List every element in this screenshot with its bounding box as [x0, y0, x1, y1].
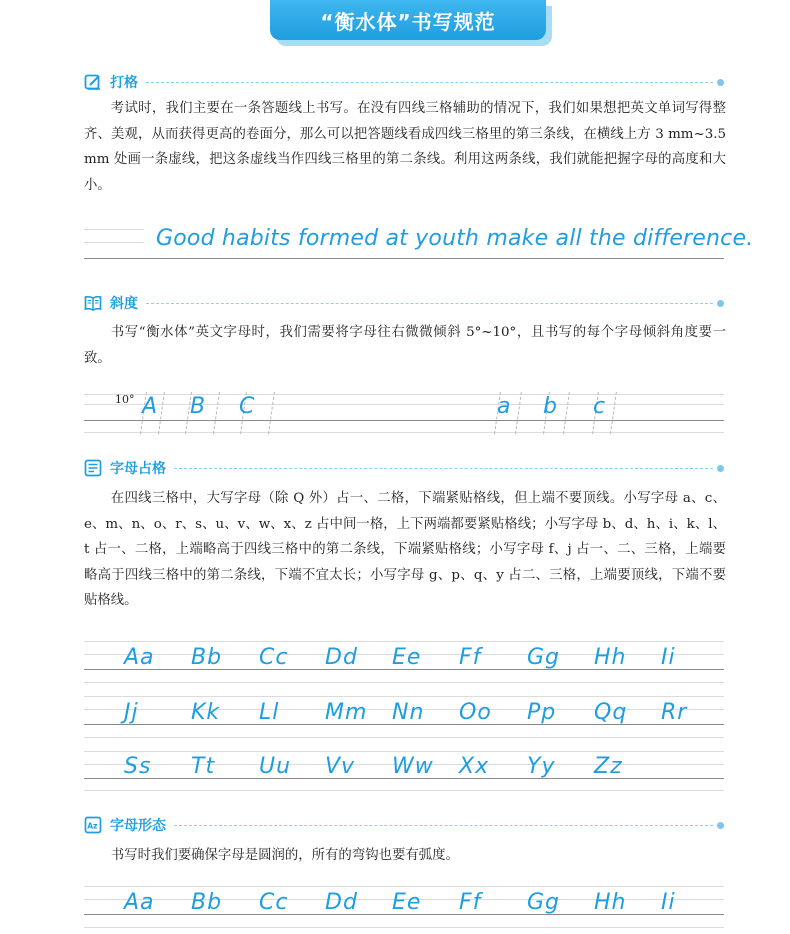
letter-pair: Cc: [259, 645, 289, 670]
section-dot: [717, 465, 724, 472]
svg-text:Az: Az: [87, 821, 98, 831]
guide-line: [84, 229, 144, 230]
section-divider: [146, 303, 713, 304]
az-icon: [84, 816, 102, 834]
letter-pair: Ii: [661, 890, 676, 915]
paragraph-zhange: 在四线三格中，大写字母（除 Q 外）占一、二格，下端紧贴格线，但上端不要顶线。小写字母 a、c、e、m、n、o、r、s、u、v、w、x、z 占中间一格，上下两端都要紧贴格线；小写字母 b、d、h、i、k、l、t 占一、二格，上端略高于四线三格中的第二条线，下端紧贴格线；小写字母 f、j 占一、二、三格，上端要略高于四线三格中的第二条线，下端不宜太长；小写字母 g、p、q、y 占二、三格，上端要顶线，下端不要贴格线。: [84, 491, 726, 609]
pencil-square-icon: [84, 73, 102, 91]
degree-label: 10°: [115, 393, 135, 406]
section-title-dage: 打格: [110, 75, 138, 91]
page-banner: [270, 0, 546, 40]
letter-pair: Nn: [392, 700, 425, 725]
slant-letter: A: [142, 394, 158, 419]
section-divider: [146, 82, 713, 83]
grid-line: [84, 696, 724, 697]
section-divider: [174, 825, 713, 826]
letter-pair: Ff: [459, 890, 482, 915]
slant-letter: C: [239, 394, 255, 419]
letter-pair: Dd: [325, 645, 358, 670]
grid-line: [84, 737, 724, 738]
grid-line-2: [84, 404, 724, 405]
letter-pair: Ii: [661, 645, 676, 670]
section-divider: [174, 468, 713, 469]
section-header-xingtai: [84, 814, 724, 836]
section-header-zhange: [84, 457, 724, 479]
letter-pair: Zz: [594, 754, 623, 779]
grid-line: [84, 682, 724, 683]
slant-guide: [515, 392, 522, 434]
banner-title: “衡水体”书写规范: [320, 9, 496, 34]
grid-line: [84, 927, 724, 928]
slant-guide: [610, 392, 617, 434]
section-title-xingtai: 字母形态: [110, 818, 166, 834]
section-dot: [717, 300, 724, 307]
letter-pair: Cc: [259, 890, 289, 915]
letter-pair: Aa: [124, 890, 155, 915]
letter-pair: Aa: [124, 645, 155, 670]
slant-letter: c: [593, 394, 606, 419]
letter-pair: Vv: [325, 754, 356, 779]
grid-line-1: [84, 394, 724, 395]
letter-pair: Ww: [392, 754, 434, 779]
slant-letter: B: [190, 394, 206, 419]
letter-pair: Ee: [392, 890, 422, 915]
letter-pair: Bb: [191, 645, 223, 670]
section-header-xiedu: [84, 292, 724, 314]
letter-pair: Pp: [527, 700, 557, 725]
letter-pair: Ll: [259, 700, 280, 725]
paragraph-xingtai: 书写时我们要确保字母是圆润的，所有的弯钩也要有弧度。: [110, 848, 459, 863]
grid-line-4: [84, 432, 724, 433]
slant-guide: [158, 392, 165, 434]
sample-sentence: Good habits formed at youth make all the difference.: [156, 226, 754, 251]
slant-guide: [563, 392, 570, 434]
section-title-zhange: 字母占格: [110, 461, 166, 477]
guide-line: [84, 242, 144, 243]
slant-guide: [268, 392, 275, 434]
open-book-icon: [84, 294, 102, 312]
letter-pair: Ff: [459, 645, 482, 670]
letter-pair: Tt: [191, 754, 216, 779]
paragraph-xiedu: 书写“衡水体”英文字母时，我们需要将字母往右微微倾斜 5°~10°，且书写的每个字母倾斜角度要一致。: [84, 325, 726, 366]
slant-guide: [213, 392, 220, 434]
letter-pair: Dd: [325, 890, 358, 915]
section-header-dage: [84, 71, 724, 93]
slant-letter: a: [497, 394, 511, 419]
letter-pair: Jj: [124, 700, 139, 725]
section-dot: [717, 822, 724, 829]
letter-pair: Rr: [661, 700, 688, 725]
letter-pair: Kk: [191, 700, 221, 725]
letter-pair: Hh: [594, 890, 627, 915]
grid-line-3: [84, 420, 724, 421]
letter-pair: Oo: [459, 700, 492, 725]
section-title-xiedu: 斜度: [110, 296, 138, 312]
letter-pair: Yy: [527, 754, 556, 779]
section-dot: [717, 79, 724, 86]
letter-pair: Uu: [259, 754, 292, 779]
grid-line: [84, 641, 724, 642]
letter-pair: Hh: [594, 645, 627, 670]
letter-pair: Gg: [527, 645, 561, 670]
letter-pair: Bb: [191, 890, 223, 915]
letter-pair: Xx: [459, 754, 490, 779]
letter-pair: Mm: [325, 700, 368, 725]
slant-letter: b: [543, 394, 557, 419]
grid-line: [84, 751, 724, 752]
text-lines-icon: [84, 459, 102, 477]
letter-pair: Gg: [527, 890, 561, 915]
letter-pair: Ss: [124, 754, 152, 779]
letter-pair: Ee: [392, 645, 422, 670]
paragraph-dage: 考试时，我们主要在一条答题线上书写。在没有四线三格辅助的情况下，我们如果想把英文单词写得整齐、美观，从而获得更高的卷面分，那么可以把答题线看成四线三格里的第三条线，在横线上方 3 mm~3.5 mm 处画一条虚线，把这条虚线当作四线三格里的第二条线。利用这两条线，我们就能把握字母的高度和大小。: [84, 101, 726, 193]
grid-line: [84, 886, 724, 887]
grid-line: [84, 790, 724, 791]
letter-pair: Qq: [594, 700, 628, 725]
baseline: [84, 258, 724, 259]
